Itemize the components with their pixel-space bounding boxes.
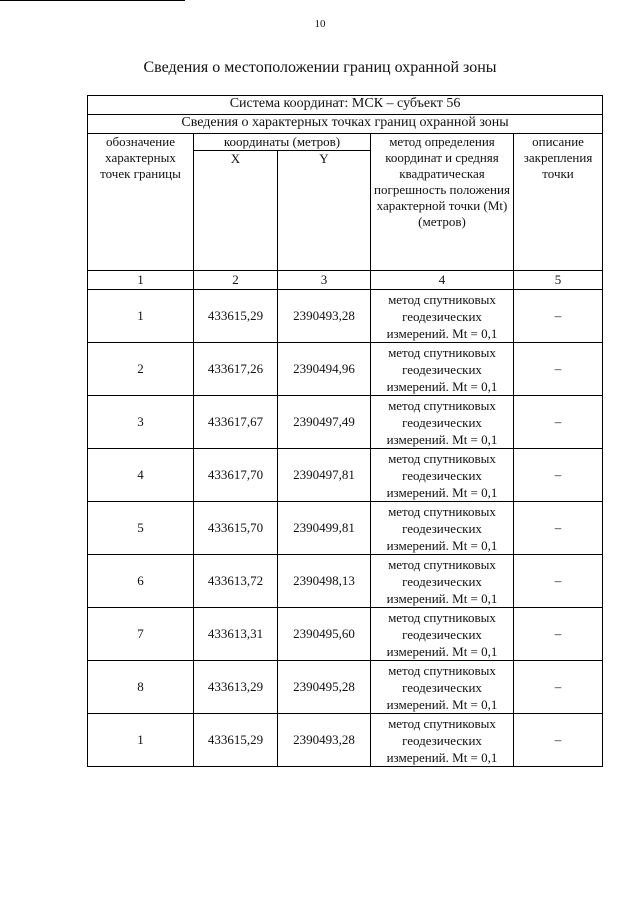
method-cell: метод спутниковых геодезических измерений. Mt = 0,1 bbox=[371, 290, 514, 343]
description-cell: – bbox=[514, 290, 603, 343]
y-coordinate: 2390493,28 bbox=[278, 290, 371, 343]
column-number: 2 bbox=[194, 271, 278, 290]
description-cell: – bbox=[514, 608, 603, 661]
method-cell: метод спутниковых геодезических измерений. Mt = 0,1 bbox=[371, 661, 514, 714]
description-cell: – bbox=[514, 449, 603, 502]
column-number: 4 bbox=[371, 271, 514, 290]
point-number: 4 bbox=[88, 449, 194, 502]
points-caption-header: Сведения о характерных точках границ охранной зоны bbox=[88, 115, 603, 134]
point-number: 8 bbox=[88, 661, 194, 714]
method-cell: метод спутниковых геодезических измерений. Mt = 0,1 bbox=[371, 714, 514, 767]
point-number: 2 bbox=[88, 343, 194, 396]
point-number: 6 bbox=[88, 555, 194, 608]
x-coordinate: 433615,29 bbox=[194, 290, 278, 343]
column-number: 5 bbox=[514, 271, 603, 290]
method-cell: метод спутниковых геодезических измерений. Mt = 0,1 bbox=[371, 502, 514, 555]
column-number: 3 bbox=[278, 271, 371, 290]
table-row bbox=[88, 449, 603, 502]
y-coordinate: 2390497,81 bbox=[278, 449, 371, 502]
boundary-points-table bbox=[87, 95, 603, 767]
point-number: 1 bbox=[88, 714, 194, 767]
table-row bbox=[88, 608, 603, 661]
y-coordinate: 2390495,28 bbox=[278, 661, 371, 714]
x-coordinate: 433617,26 bbox=[194, 343, 278, 396]
table-row bbox=[88, 290, 603, 343]
description-cell: – bbox=[514, 343, 603, 396]
description-cell: – bbox=[514, 555, 603, 608]
table-row bbox=[88, 661, 603, 714]
x-coordinate: 433615,70 bbox=[194, 502, 278, 555]
y-coordinate: 2390499,81 bbox=[278, 502, 371, 555]
point-number: 1 bbox=[88, 290, 194, 343]
method-cell: метод спутниковых геодезических измерений. Mt = 0,1 bbox=[371, 555, 514, 608]
x-coordinate: 433617,70 bbox=[194, 449, 278, 502]
column-number: 1 bbox=[88, 271, 194, 290]
table-row bbox=[88, 343, 603, 396]
x-header: X bbox=[194, 151, 278, 271]
document-title: Сведения о местоположении границ охранной зоны bbox=[143, 59, 497, 76]
table-row bbox=[88, 714, 603, 767]
x-coordinate: 433613,29 bbox=[194, 661, 278, 714]
method-cell: метод спутниковых геодезических измерений. Mt = 0,1 bbox=[371, 608, 514, 661]
x-coordinate: 433617,67 bbox=[194, 396, 278, 449]
column-number-row bbox=[88, 271, 603, 290]
coordinates-header: координаты (метров) bbox=[194, 134, 371, 151]
table-row bbox=[88, 502, 603, 555]
coordinate-system-header: Система координат: МСК – субъект 56 bbox=[88, 96, 603, 115]
method-cell: метод спутниковых геодезических измерений. Mt = 0,1 bbox=[371, 343, 514, 396]
designation-header: обозначение характерных точек границы bbox=[88, 134, 194, 271]
description-cell: – bbox=[514, 714, 603, 767]
y-coordinate: 2390493,28 bbox=[278, 714, 371, 767]
method-cell: метод спутниковых геодезических измерений. Mt = 0,1 bbox=[371, 449, 514, 502]
point-number: 7 bbox=[88, 608, 194, 661]
method-cell: метод спутниковых геодезических измерений. Mt = 0,1 bbox=[371, 396, 514, 449]
x-coordinate: 433613,31 bbox=[194, 608, 278, 661]
y-coordinate: 2390494,96 bbox=[278, 343, 371, 396]
page-number: 10 bbox=[314, 18, 326, 30]
method-header: метод определения координат и средняя квадратическая погрешность положения характерной точки (Mt) (метров) bbox=[371, 134, 514, 271]
table-row bbox=[88, 396, 603, 449]
description-header: описание закрепления точки bbox=[514, 134, 603, 271]
y-coordinate: 2390498,13 bbox=[278, 555, 371, 608]
header-rule bbox=[0, 0, 185, 1]
x-coordinate: 433615,29 bbox=[194, 714, 278, 767]
point-number: 5 bbox=[88, 502, 194, 555]
y-coordinate: 2390497,49 bbox=[278, 396, 371, 449]
table-row bbox=[88, 555, 603, 608]
y-header: Y bbox=[278, 151, 371, 271]
description-cell: – bbox=[514, 661, 603, 714]
description-cell: – bbox=[514, 502, 603, 555]
x-coordinate: 433613,72 bbox=[194, 555, 278, 608]
point-number: 3 bbox=[88, 396, 194, 449]
description-cell: – bbox=[514, 396, 603, 449]
y-coordinate: 2390495,60 bbox=[278, 608, 371, 661]
